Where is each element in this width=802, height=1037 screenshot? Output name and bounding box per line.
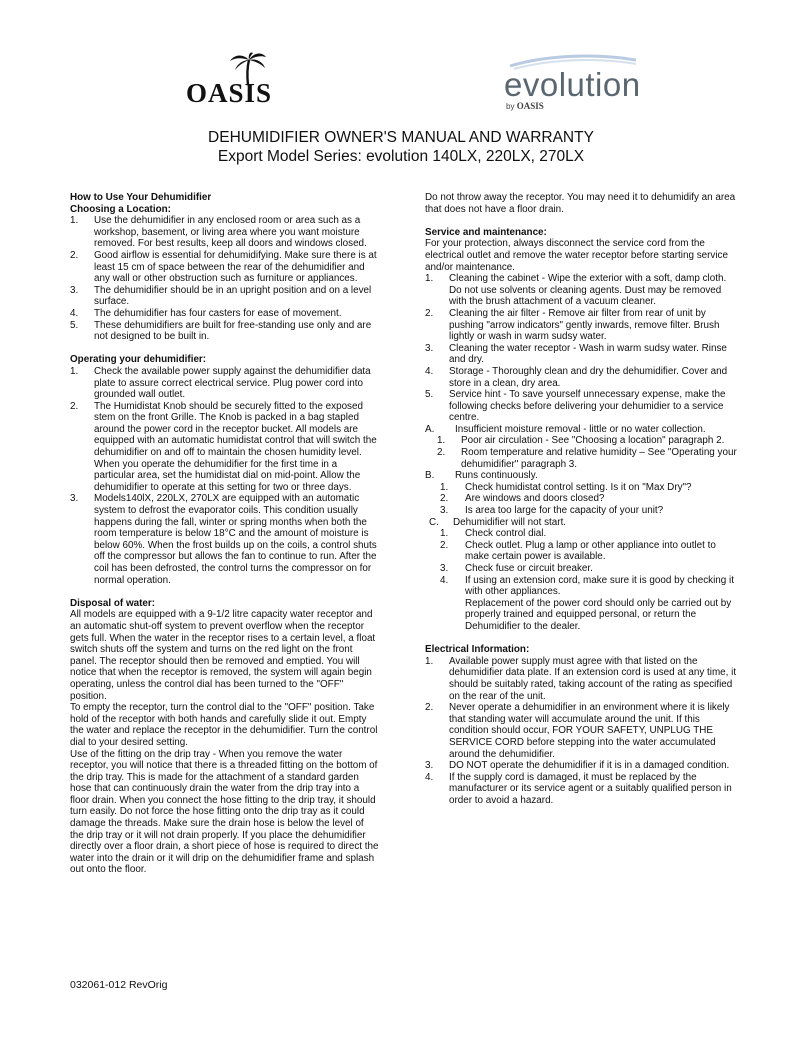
evolution-byline: by OASIS	[506, 101, 544, 111]
document-code: 032061-012 RevOrig	[70, 979, 168, 991]
section-heading-service: Service and maintenance:	[425, 226, 547, 238]
list-item: 2. Room temperature and relative humidity – See "Operating your dehumidifier" paragraph 3.	[437, 447, 737, 470]
section-heading-how-to: How to Use Your Dehumidifier	[70, 192, 212, 203]
list-item: 2. The Humidistat Knob should be securely fitted to the exposed stem on the front Grille. The Knob is packed in a bag stapled around the power cord in the receptor bucket. All models are equipped with an automatic humidistat control that will switch the dehumidifier on and off to maintain the chosen humidity level. When you operate the dehumidifier for the first time in a particular area, set the humidistat dial on mid-point. Allow the dehumidifier to operate at this setting for two or three days.	[70, 400, 377, 493]
note-paragraph: Replacement of the power cord should only be carried out by properly trained and equipped personal, or return the Dehumidifier to the dealer.	[465, 597, 732, 632]
list-item: 3. Cleaning the water receptor - Wash in warm sudsy water. Rinse and dry.	[425, 342, 727, 366]
section-heading-operating: Operating your dehumidifier:	[70, 354, 207, 366]
list-item: 3. Models140lX, 220LX, 270LX are equipped with an automatic system to defrost the evaporator coils. This condition usually happens during the fall, winter or spring months when both the room temperature is below 18°C and the amount of moisture is below 60%. When the frost builds up on the coils, a control shuts off the compressor but allows the fan to continue to run. After the coil has been defrosted, the control turns the compressor on for normal operation.	[70, 493, 377, 586]
list-item: 4. Storage - Thoroughly clean and dry the dehumidifier. Cover and store in a clean, dry area.	[425, 365, 728, 389]
list-item: 3. Is area too large for the capacity of your unit?	[440, 505, 664, 517]
list-item: 3. DO NOT operate the dehumidifier if it is in a damaged condition.	[425, 760, 730, 772]
list-item: 1. Check humidistat control setting. Is it on "Max Dry"?	[440, 481, 692, 493]
list-item: 1. Poor air circulation - See "Choosing a location" paragraph 2.	[437, 435, 725, 447]
paragraph: For your protection, always disconnect the service cord from the electrical outlet and remove the water receptor before starting service and/or maintenance.	[425, 238, 728, 273]
list-item: 5. Service hint - To save yourself unnecessary expense, make the following checks before delivering your dehumidier to a service centre.	[425, 389, 726, 424]
list-item: 2. Good airflow is essential for dehumidifying. Make sure there is at least 15 cm of space between the rear of the dehumidifier and any wall or other obstruction such as furniture or appliances.	[70, 249, 377, 285]
left-column	[70, 192, 380, 876]
subheading-choosing-location: Choosing a Location:	[70, 203, 171, 215]
list-item: 4. If the supply cord is damaged, it must be replaced by the manufacturer or its service agent or a suitably qualified person in order to avoid a hazard.	[425, 771, 732, 806]
list-item: 1. Check the available power supply against the dehumidifier data plate to assure correct electrical service. Plug power cord into grounded wall outlet.	[70, 365, 371, 401]
troubleshoot-c: C. Dehumidifier will not start.	[429, 516, 567, 528]
oasis-wordmark: OASIS	[186, 78, 273, 108]
section-heading-disposal: Disposal of water:	[70, 597, 156, 609]
evolution-logo	[500, 52, 640, 114]
list-item: 3. Check fuse or circuit breaker.	[440, 563, 593, 574]
paragraph: Use of the fitting on the drip tray - When you remove the water receptor, you will notice that there is a threaded fitting on the bottom of the drip tray. This is made for the attachment of a standard garden hose that can continuously drain the water from the drip tray into a floor drain. When you connect the hose fitting to the drip tray, it should turn easily. Do not force the hose fitting onto the drip tray as it could damage the threads. Make sure the drain hose is below the level of the drip tray or it will not drain properly. If you place the dehumidifier directly over a floor drain, a short piece of hose is required to direct the water into the drain or it will drip on the dehumidifier frame and splash out onto the floor.	[70, 748, 379, 876]
paragraph: Do not throw away the receptor. You may need it to dehumidify an area that does not have a floor drain.	[425, 192, 736, 215]
oasis-logo	[186, 52, 282, 108]
list-item: 2. Cleaning the air filter - Remove air filter from rear of unit by pushing "arrow indicators" gently inwards, remove filter. Brush lightly or wash in warm sudsy water.	[425, 307, 720, 343]
list-item: 1. Available power supply must agree with that listed on the dehumidifier data plate. If an extension cord is used at any time, it should be suitably rated, taking account of the rating as specified on the rear of the unit.	[425, 655, 737, 702]
section-heading-electrical: Electrical Information:	[425, 644, 530, 656]
list-item: 1. Cleaning the cabinet - Wipe the exterior with a soft, damp cloth. Do not use solvents or cleaning agents. Dust may be removed with the brush attachment of a vacuum cleaner.	[425, 273, 727, 308]
list-item: 2. Never operate a dehumidifier in an environment where it is likely that standing water will accumulate around the unit. If this condition should occur, FOR YOUR SAFETY, UNPLUG THE SERVICE CORD before stepping into the water accumulated around the dehumidifier.	[425, 702, 730, 760]
document-title: DEHUMIDIFIER OWNER'S MANUAL AND WARRANTY	[208, 129, 594, 146]
list-item: 5. These dehumidifiers are built for free-standing use only and are not designed to be built in.	[70, 319, 372, 343]
list-item: 4. If using an extension cord, make sure it is good by checking it with other appliances.	[440, 574, 734, 598]
troubleshoot-b: B. Runs continuously.	[425, 470, 538, 482]
list-item: 4. The dehumidifier has four casters for ease of movement.	[70, 307, 342, 319]
troubleshoot-a: A. Insufficient moisture removal - little or no water collection.	[425, 423, 706, 435]
paragraph: To empty the receptor, turn the control dial to the "OFF" position. Take hold of the receptor with both hands and carefully slide it out. Empty the water and replace the receptor in the dehumidifier. Turn the control dial to your desired setting.	[70, 702, 378, 748]
list-item: 3. The dehumidifier should be in an upright position and on a level surface.	[70, 284, 372, 308]
document-subtitle: Export Model Series: evolution 140LX, 220LX, 270LX	[217, 148, 585, 165]
paragraph: All models are equipped with a 9-1/2 litre capacity water receptor and an automatic shut-off system to prevent overflow when the receptor gets full. When the water in the receptor rises to a certain level, a float switch shuts off the system and turns on the red light on the front panel. The receptor should then be removed and emptied. You will notice that when the receptor is removed, the system will again begin operating, unless the control dial has been turned to the "OFF" position.	[70, 609, 376, 702]
list-item: 1. Use the dehumidifier in any enclosed room or area such as a workshop, basement, or living area where you want moisture removed. For best results, keep all doors and windows closed.	[70, 215, 367, 250]
evolution-wordmark: evolution	[504, 66, 641, 103]
list-item: 1. Check control dial.	[440, 528, 547, 540]
list-item: 2. Are windows and doors closed?	[440, 493, 605, 505]
right-column	[425, 192, 737, 806]
list-item: 2. Check outlet. Plug a lamp or other appliance into outlet to make certain power is available.	[440, 539, 716, 563]
